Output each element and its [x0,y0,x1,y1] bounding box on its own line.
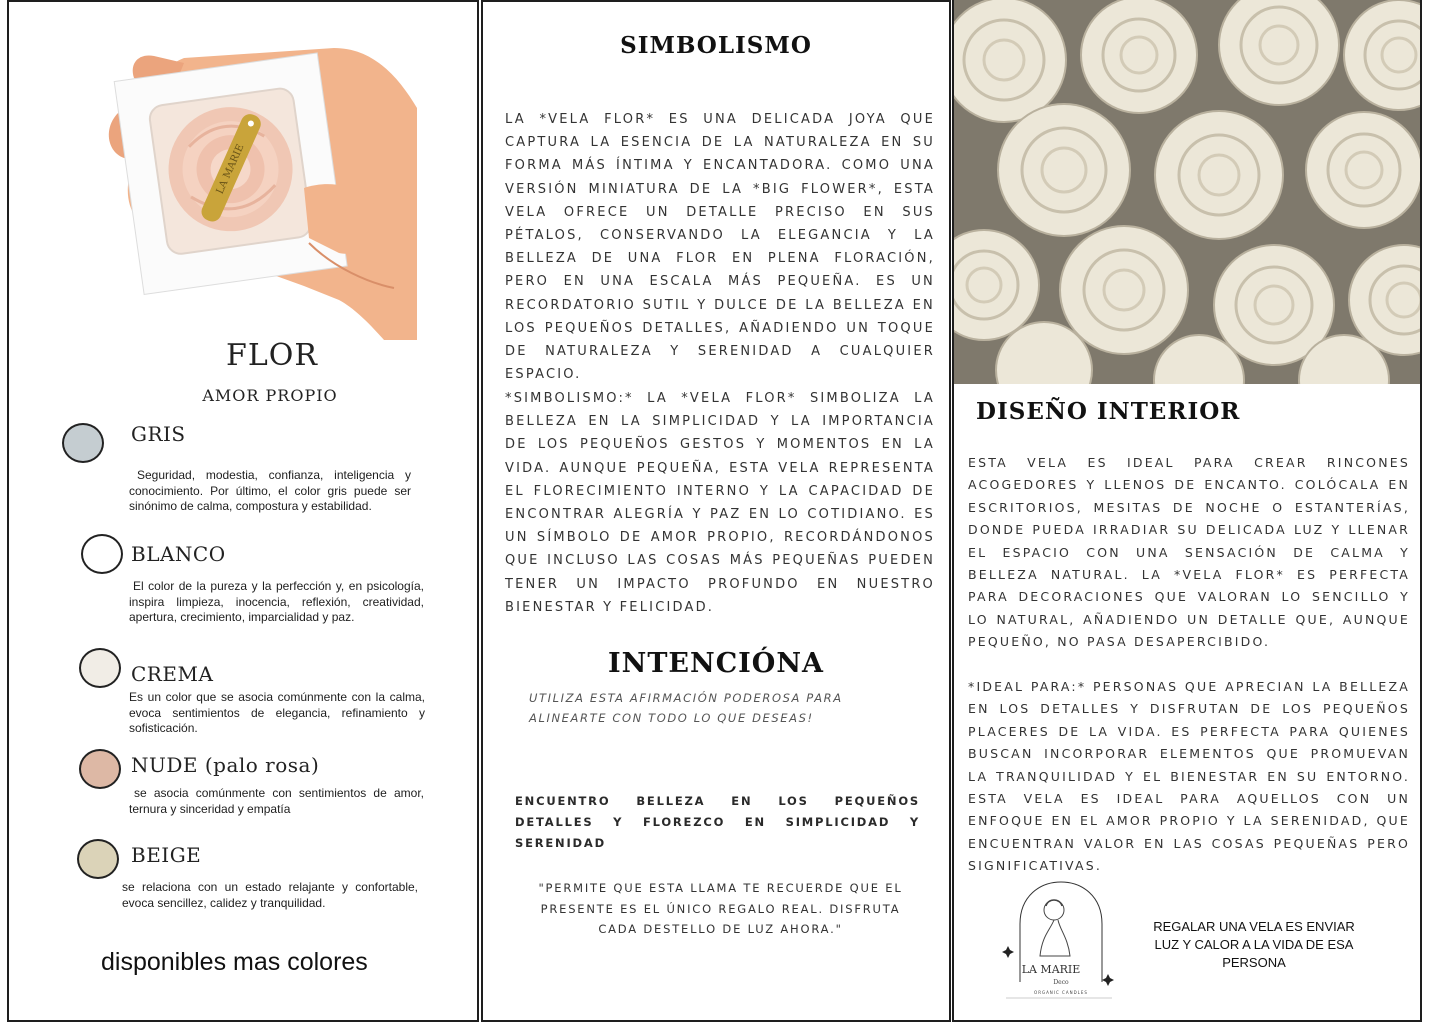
box-tag-label: LA MARIE [214,142,247,196]
la-marie-logo [1002,876,1120,1002]
interior-design-title: DISEÑO INTERIOR [976,398,1241,425]
hand-holding-candle-box-photo [104,38,417,340]
product-title: FLOR [226,338,318,373]
color-name-gris: GRIS [131,422,186,446]
panel-right [952,0,1422,1022]
product-subtitle: AMOR PROPIO [202,386,338,405]
color-name-blanco: BLANCO [131,542,226,566]
logo-tagline: ORGANIC CANDLES [1034,990,1088,995]
color-name-beige: BEIGE [131,843,202,867]
swatch-gris [62,423,104,463]
logo-sub: Deco [1053,979,1069,986]
color-desc-blanco: El color de la pureza y la perfección y, en psicología, inspira limpieza, inocencia, reflexión, creatividad, apertura, crecimiento, imparcialidad y paz. [129,579,424,624]
interior-paragraph-1: ESTA VELA ES IDEAL PARA CREAR RINCONES ACOGEDORES Y LLENOS DE ENCANTO. COLÓCALA EN ESCRITORIOS, MESITAS DE NOCHE O ESTANTERÍAS, DONDE PUEDA IRRADIAR SU DELICADA LUZ Y LLENAR EL ESPACIO CON UNA SENSACIÓN DE CALMA Y BELLEZA NATURAL. LA *VELA FLOR* ES PERFECTA PARA DECORACIONES QUE VALORAN LO SENCILLO Y LO NATURAL, AÑADIENDO UN DETALLE QUE, AUNQUE PEQUEÑO, NO PASA DESAPERCIBIDO. [968,455,1410,650]
swatch-blanco [81,534,123,574]
symbolism-paragraph-2: *SIMBOLISMO:* LA *VELA FLOR* SIMBOLIZA LA BELLEZA EN LA SIMPLICIDAD Y LA IMPORTANCIA DE LOS PEQUEÑOS GESTOS Y MOMENTOS EN LA VIDA. AUNQUE PEQUEÑA, ESTA VELA REPRESENTA EL FLORECIMIENTO INTERNO Y LA CAPACIDAD DE ENCONTRAR ALEGRÍA Y PAZ EN LO COTIDIANO. ES UN SÍMBOLO DE AMOR PROPIO, RECORDÁNDONOS QUE INCLUSO LAS COSAS MÁS PEQUEÑAS PUEDEN TENER UN IMPACTO PROFUNDO EN NUESTRO BIENESTAR Y FELICIDAD. [505,391,935,615]
color-desc-nude: se asocia comúnmente con sentimientos de amor, ternura y sinceridad y empatía [129,786,424,816]
swatch-beige [77,839,119,879]
swatch-nude [79,749,121,789]
interior-paragraph-2: *IDEAL PARA:* PERSONAS QUE APRECIAN LA BELLEZA EN LOS DETALLES Y DISFRUTAN DE LOS PEQUEÑOS PLACERES DE LA VIDA. ES PERFECTA PARA QUIENES BUSCAN INCORPORAR ELEMENTOS QUE PROMUEVAN LA TRANQUILIDAD Y EL BIENESTAR EN SU ENTORNO. ESTA VELA ES IDEAL PARA AQUELLOS CON UN ENFOQUE EN EL AMOR PROPIO Y LA SERENIDAD, QUE ENCUENTRAN VALOR EN LAS COSAS PEQUEÑAS PERO SIGNIFICATIVAS. [968,679,1410,874]
affirmation-text: ENCUENTRO BELLEZA EN LOS PEQUEÑOS DETALLES Y FLOREZCO EN SIMPLICIDAD Y SERENIDAD [515,794,920,850]
color-name-crema: CREMA [131,662,214,686]
more-colors-note: disponibles mas colores [101,948,368,976]
gift-message: REGALAR UNA VELA ES ENVIAR LUZ Y CALOR A LA VIDA DE ESA PERSONA [1153,919,1355,970]
swatch-crema [79,648,121,688]
symbolism-title: SIMBOLISMO [620,32,812,59]
intention-subtitle: UTILIZA ESTA AFIRMACIÓN PODEROSA PARA ALINEARTE CON TODO LO QUE DESEAS! [529,691,843,725]
quote-text: "PERMITE QUE ESTA LLAMA TE RECUERDE QUE EL PRESENTE ES EL ÚNICO REGALO REAL. DISFRUTA CADA DESTELLO DE LUZ AHORA." [538,881,903,936]
logo-name: LA MARIE [1021,963,1081,976]
panel-left [7,0,479,1022]
color-name-nude: NUDE (palo rosa) [131,753,320,777]
color-desc-gris: Seguridad, modestia, confianza, inteligencia y conocimiento. Por último, el color gris puede ser sinónimo de calma, compostura y estabilidad. [129,468,411,513]
color-desc-crema: Es un color que se asocia comúnmente con la calma, evoca sentimientos de elegancia, refinamiento y sofisticación. [129,690,425,735]
symbolism-paragraph-1: LA *VELA FLOR* ES UNA DELICADA JOYA QUE CAPTURA LA ESENCIA DE LA NATURALEZA EN SU FORMA MÁS ÍNTIMA Y ENCANTADORA. COMO UNA VERSIÓN MINIATURA DE LA *BIG FLOWER*, ESTA VELA OFRECE UN DETALLE PRECISO EN SUS PÉTALOS, CONSERVANDO LA ELEGANCIA Y LA BELLEZA DE UNA FLOR EN PLENA FLORACIÓN, PERO EN UNA ESCALA MÁS PEQUEÑA. ES UN RECORDATORIO SUTIL Y DULCE DE LA BELLEZA EN LOS PEQUEÑOS DETALLES, AÑADIENDO UN TOQUE DE NATURALEZA Y SERENIDAD A CUALQUIER ESPACIO. [505,112,935,383]
white-rose-candles-photo [954,0,1422,384]
panel-middle [481,0,951,1022]
color-desc-beige: se relaciona con un estado relajante y confortable, evoca sencillez, calidez y tranquilidad. [122,880,418,910]
intention-title: INTENCIÓNA [608,648,824,679]
